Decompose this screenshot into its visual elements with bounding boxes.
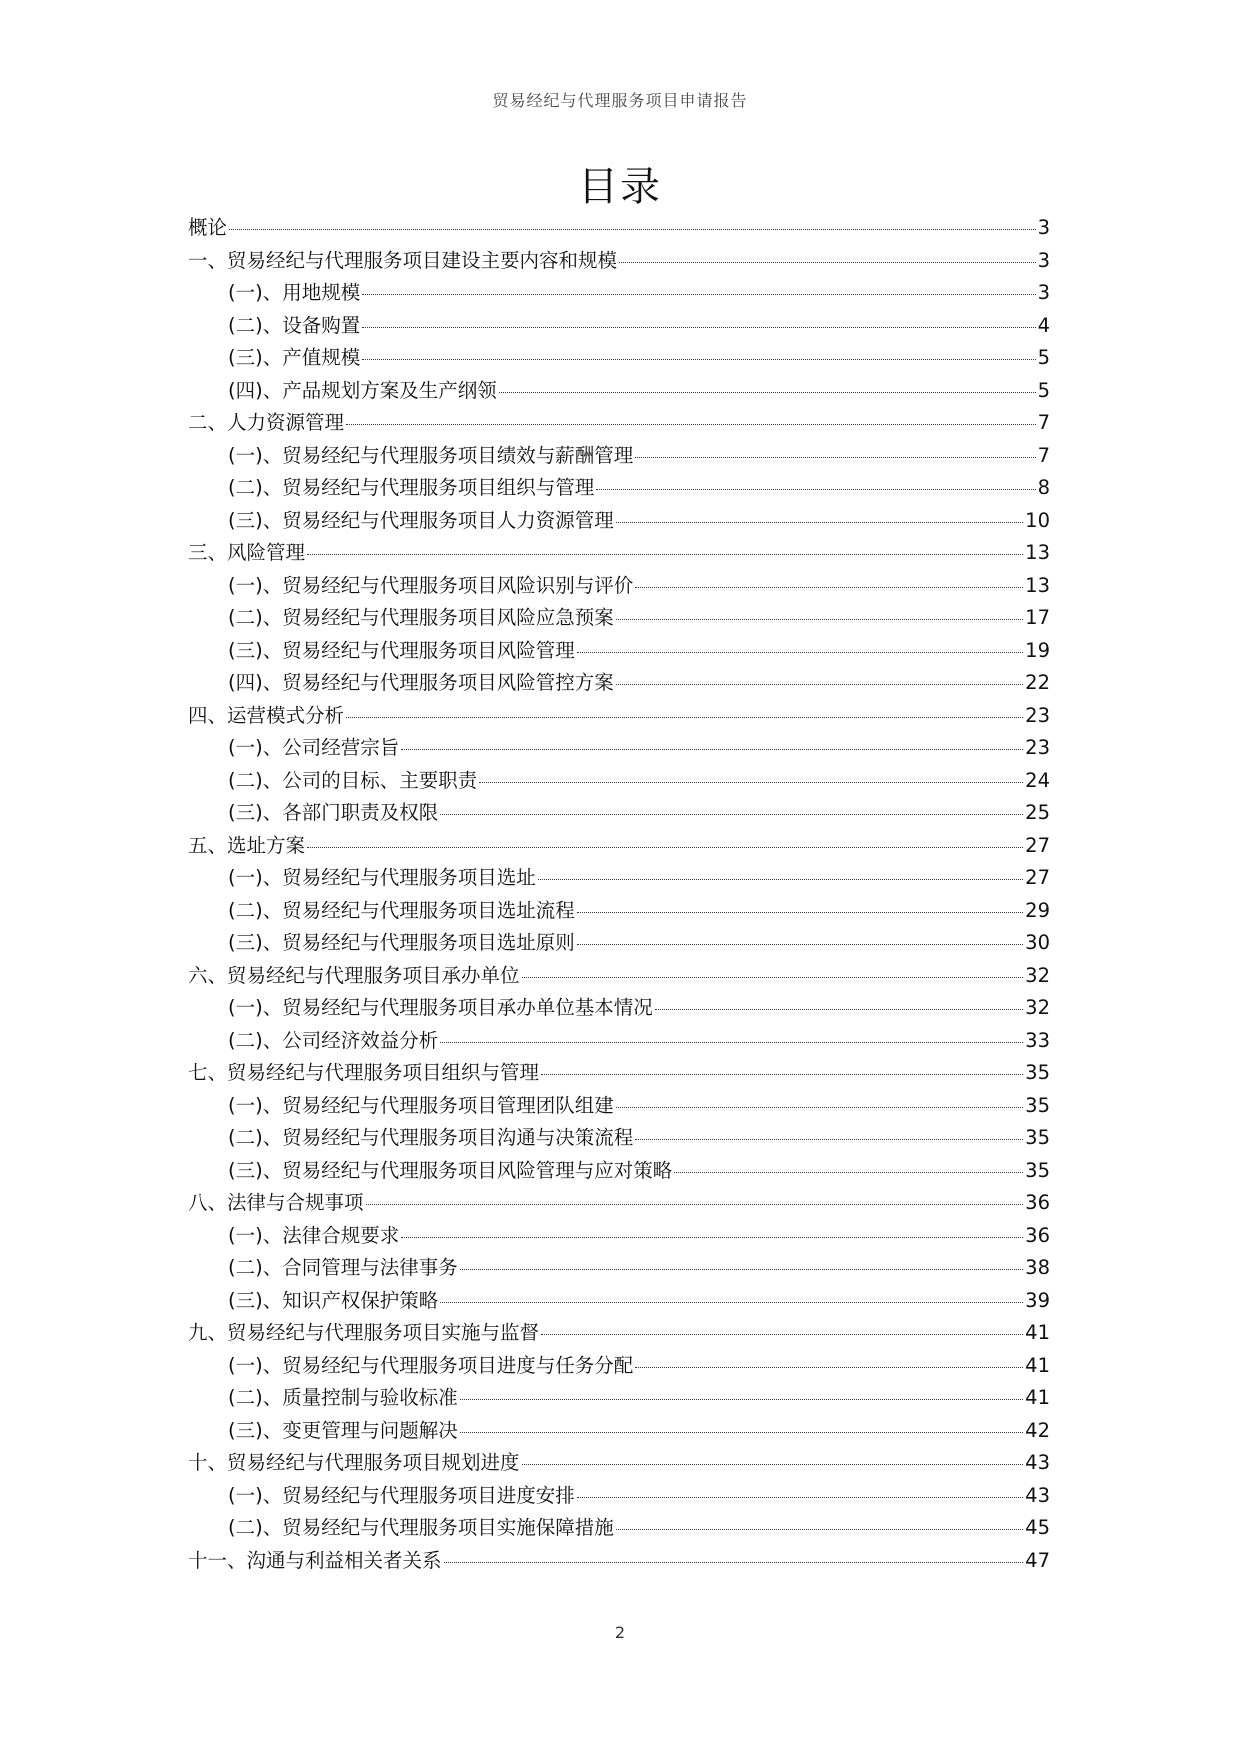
dot-leader [619, 262, 1036, 263]
dot-leader [635, 587, 1023, 588]
toc-entry-page: 36 [1025, 1191, 1050, 1214]
dot-leader [616, 1107, 1023, 1108]
toc-entry-page: 7 [1037, 411, 1050, 434]
toc-entry-text: (三)、变更管理与问题解决 [228, 1418, 458, 1442]
dot-leader [674, 1172, 1023, 1173]
dot-leader [440, 814, 1023, 815]
toc-entry[interactable] [188, 832, 1050, 865]
toc-entry[interactable] [188, 1027, 1050, 1060]
toc-entry[interactable] [188, 1222, 1050, 1255]
running-header: 贸易经纪与代理服务项目申请报告 [492, 91, 748, 110]
toc-entry-text: (三)、贸易经纪与代理服务项目风险管理与应对策略 [228, 1158, 673, 1182]
dot-leader [401, 749, 1023, 750]
page-number: 2 [614, 1623, 626, 1642]
toc-entry[interactable] [188, 247, 1050, 280]
dot-leader [541, 1334, 1023, 1335]
toc-entry-text: (一)、贸易经纪与代理服务项目绩效与薪酬管理 [228, 443, 634, 467]
toc-entry-text: (一)、贸易经纪与代理服务项目进度安排 [228, 1483, 575, 1507]
toc-entry-text: (三)、贸易经纪与代理服务项目选址原则 [228, 931, 575, 954]
toc-entry-page: 35 [1025, 1061, 1050, 1084]
toc-entry-text: (二)、贸易经纪与代理服务项目选址流程 [228, 898, 575, 922]
dot-leader [460, 1269, 1023, 1270]
dot-leader [307, 554, 1023, 555]
toc-entry-text: (二)、设备购置 [228, 313, 361, 337]
dot-leader [346, 717, 1023, 718]
dot-leader [522, 977, 1024, 978]
toc-entry-page: 5 [1037, 346, 1050, 369]
toc-entry-text: 一、贸易经纪与代理服务项目建设主要内容和规模 [188, 248, 618, 272]
toc-entry[interactable] [188, 572, 1050, 605]
dot-leader [366, 1204, 1024, 1205]
toc-entry-page: 5 [1037, 378, 1050, 402]
toc-entry[interactable] [188, 799, 1050, 832]
toc-entry-page: 41 [1025, 1386, 1050, 1409]
toc-entry-page: 29 [1025, 898, 1050, 922]
toc-entry-text: (一)、公司经营宗旨 [228, 736, 400, 759]
dot-leader [616, 619, 1023, 620]
toc-entry[interactable] [188, 344, 1050, 377]
toc-entry-page: 47 [1025, 1548, 1050, 1572]
toc-entry[interactable] [188, 279, 1050, 312]
toc-entry-text: (四)、贸易经纪与代理服务项目风险管控方案 [228, 671, 614, 694]
toc-entry[interactable] [188, 1352, 1050, 1385]
toc-entry-page: 3 [1037, 281, 1050, 304]
dot-leader [460, 1432, 1023, 1433]
dot-leader [460, 1399, 1023, 1400]
dot-leader [655, 1009, 1023, 1010]
toc-entry-text: 四、运营模式分析 [188, 703, 345, 727]
toc-entry[interactable] [188, 1287, 1050, 1320]
toc-entry-page: 27 [1025, 833, 1050, 857]
toc-entry[interactable] [188, 1384, 1050, 1417]
toc-entry[interactable] [188, 897, 1050, 930]
toc-entry-text: 三、风险管理 [188, 541, 306, 564]
toc-entry[interactable] [188, 1124, 1050, 1157]
toc-entry-text: (一)、用地规模 [228, 281, 361, 304]
toc-entry[interactable] [188, 604, 1050, 637]
toc-entry-text: (一)、法律合规要求 [228, 1223, 400, 1247]
toc-entry-page: 25 [1025, 801, 1050, 824]
toc-entry-page: 41 [1025, 1353, 1050, 1377]
dot-leader [577, 1497, 1023, 1498]
toc-entry-text: (四)、产品规划方案及生产纲领 [228, 378, 497, 402]
toc-entry-page: 22 [1025, 671, 1050, 694]
toc-entry[interactable] [188, 312, 1050, 345]
toc-entry-text: 五、选址方案 [188, 833, 306, 857]
dot-leader [307, 847, 1023, 848]
dot-leader [577, 912, 1023, 913]
toc-entry-text: 十一、沟通与利益相关者关系 [188, 1548, 442, 1572]
toc-entry[interactable] [188, 1092, 1050, 1125]
toc-entry[interactable] [188, 637, 1050, 670]
dot-leader [362, 359, 1035, 360]
dot-leader [229, 229, 1036, 230]
dot-leader [444, 1562, 1024, 1563]
dot-leader [616, 684, 1023, 685]
toc-entry-page: 36 [1025, 1223, 1050, 1247]
toc-entry-page: 43 [1025, 1451, 1050, 1474]
dot-leader [577, 652, 1023, 653]
toc-entry-text: 二、人力资源管理 [188, 411, 345, 434]
toc-entry-page: 35 [1025, 1093, 1050, 1117]
toc-entry-page: 32 [1025, 996, 1050, 1019]
toc-entry[interactable] [188, 1417, 1050, 1450]
toc-entry-text: (一)、贸易经纪与代理服务项目进度与任务分配 [228, 1353, 634, 1377]
dot-leader [616, 522, 1023, 523]
toc-entry-page: 23 [1025, 703, 1050, 727]
table-of-contents [188, 214, 1050, 1579]
toc-entry[interactable] [188, 929, 1050, 962]
dot-leader [440, 1302, 1023, 1303]
toc-entry-page: 35 [1025, 1158, 1050, 1182]
toc-entry-text: (二)、公司的目标、主要职责 [228, 768, 478, 792]
toc-entry[interactable] [188, 994, 1050, 1027]
toc-entry[interactable] [188, 1514, 1050, 1547]
toc-entry[interactable] [188, 214, 1050, 247]
toc-entry-text: 概论 [188, 216, 228, 239]
toc-entry-text: 六、贸易经纪与代理服务项目承办单位 [188, 963, 520, 987]
toc-entry[interactable] [188, 377, 1050, 410]
toc-entry-page: 30 [1025, 931, 1050, 954]
toc-entry-text: (二)、贸易经纪与代理服务项目组织与管理 [228, 476, 595, 499]
toc-entry-page: 33 [1025, 1028, 1050, 1052]
toc-entry-text: (二)、贸易经纪与代理服务项目实施保障措施 [228, 1516, 614, 1539]
toc-entry-page: 8 [1037, 476, 1050, 499]
toc-entry-text: 九、贸易经纪与代理服务项目实施与监督 [188, 1321, 540, 1344]
dot-leader [401, 1237, 1023, 1238]
dot-leader [362, 327, 1035, 328]
toc-entry-text: (二)、贸易经纪与代理服务项目风险应急预案 [228, 606, 614, 629]
toc-entry-text: (二)、质量控制与验收标准 [228, 1386, 458, 1409]
toc-entry[interactable] [188, 474, 1050, 507]
toc-entry-text: (二)、合同管理与法律事务 [228, 1256, 458, 1279]
toc-entry-text: (二)、公司经济效益分析 [228, 1028, 439, 1052]
toc-entry[interactable] [188, 962, 1050, 995]
toc-entry-page: 45 [1025, 1516, 1050, 1539]
toc-entry[interactable] [188, 1319, 1050, 1352]
toc-entry-page: 32 [1025, 963, 1050, 987]
dot-leader [635, 457, 1035, 458]
toc-entry-text: 十、贸易经纪与代理服务项目规划进度 [188, 1451, 520, 1474]
toc-entry-page: 19 [1025, 638, 1050, 662]
toc-entry[interactable] [188, 507, 1050, 540]
toc-entry-page: 35 [1025, 1126, 1050, 1149]
toc-entry[interactable] [188, 1059, 1050, 1092]
toc-entry-text: (三)、各部门职责及权限 [228, 801, 439, 824]
dot-leader [635, 1139, 1023, 1140]
toc-entry-page: 42 [1025, 1418, 1050, 1442]
toc-entry[interactable] [188, 442, 1050, 475]
toc-entry-text: (三)、知识产权保护策略 [228, 1288, 439, 1312]
toc-entry[interactable] [188, 702, 1050, 735]
toc-entry-page: 39 [1025, 1288, 1050, 1312]
toc-entry-page: 13 [1025, 541, 1050, 564]
dot-leader [440, 1042, 1023, 1043]
dot-leader [596, 489, 1035, 490]
toc-entry[interactable] [188, 1449, 1050, 1482]
toc-entry-page: 27 [1025, 866, 1050, 889]
toc-entry[interactable] [188, 669, 1050, 702]
toc-entry-page: 13 [1025, 573, 1050, 597]
dot-leader [499, 392, 1036, 393]
toc-entry-page: 4 [1037, 313, 1050, 337]
toc-entry[interactable] [188, 1189, 1050, 1222]
toc-entry-text: (二)、贸易经纪与代理服务项目沟通与决策流程 [228, 1126, 634, 1149]
toc-entry-page: 41 [1025, 1321, 1050, 1344]
dot-leader [346, 424, 1036, 425]
toc-entry[interactable] [188, 1547, 1050, 1580]
toc-entry-page: 3 [1037, 216, 1050, 239]
toc-entry-text: 八、法律与合规事项 [188, 1191, 364, 1214]
toc-entry-page: 43 [1025, 1483, 1050, 1507]
dot-leader [577, 944, 1023, 945]
toc-entry[interactable] [188, 864, 1050, 897]
dot-leader [635, 1367, 1023, 1368]
toc-entry[interactable] [188, 1157, 1050, 1190]
toc-entry-page: 3 [1037, 248, 1050, 272]
toc-entry[interactable] [188, 1254, 1050, 1287]
toc-entry-page: 38 [1025, 1256, 1050, 1279]
dot-leader [538, 879, 1023, 880]
toc-entry-text: (三)、贸易经纪与代理服务项目人力资源管理 [228, 508, 614, 532]
toc-entry[interactable] [188, 409, 1050, 442]
dot-leader [522, 1464, 1024, 1465]
toc-entry[interactable] [188, 767, 1050, 800]
dot-leader [479, 782, 1023, 783]
toc-entry-page: 10 [1025, 508, 1050, 532]
toc-entry-page: 17 [1025, 606, 1050, 629]
toc-entry[interactable] [188, 539, 1050, 572]
dot-leader [616, 1529, 1023, 1530]
dot-leader [362, 294, 1035, 295]
toc-title: 目录 [578, 164, 662, 210]
toc-entry-page: 7 [1037, 443, 1050, 467]
toc-entry-text: (一)、贸易经纪与代理服务项目管理团队组建 [228, 1093, 614, 1117]
toc-entry-page: 23 [1025, 736, 1050, 759]
toc-entry[interactable] [188, 1482, 1050, 1515]
dot-leader [541, 1074, 1023, 1075]
toc-entry-text: (一)、贸易经纪与代理服务项目承办单位基本情况 [228, 996, 653, 1019]
toc-entry-text: (三)、贸易经纪与代理服务项目风险管理 [228, 638, 575, 662]
toc-entry-page: 24 [1025, 768, 1050, 792]
toc-entry-text: (一)、贸易经纪与代理服务项目风险识别与评价 [228, 573, 634, 597]
toc-entry-text: (三)、产值规模 [228, 346, 361, 369]
toc-entry-text: (一)、贸易经纪与代理服务项目选址 [228, 866, 536, 889]
toc-entry[interactable] [188, 734, 1050, 767]
toc-entry-text: 七、贸易经纪与代理服务项目组织与管理 [188, 1061, 540, 1084]
